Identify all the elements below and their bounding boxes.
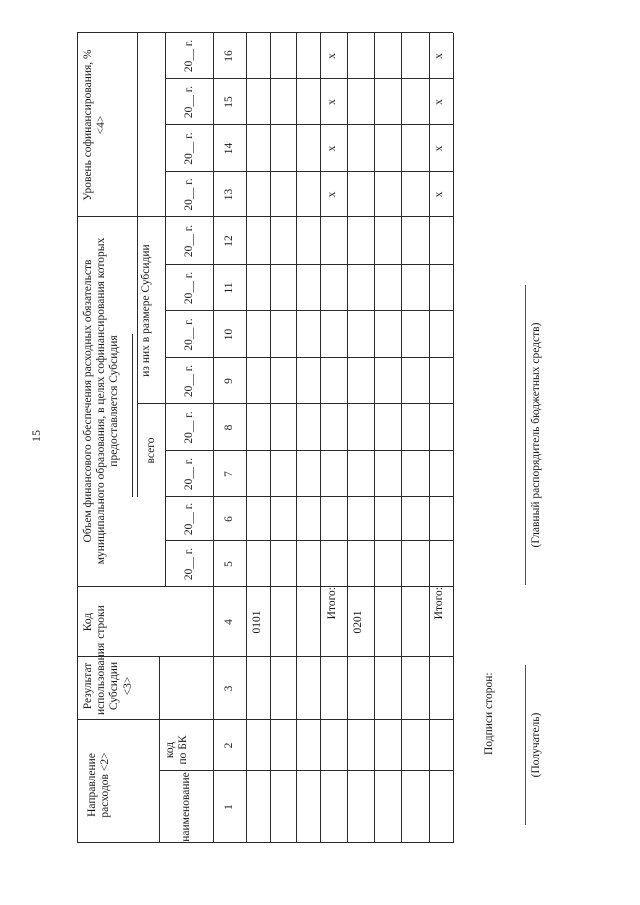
col-num-10: 10: [223, 328, 235, 341]
col-num-2: 2: [223, 742, 235, 749]
signatures-title: Подписи сторон:: [483, 672, 495, 755]
x-cell-r1-16: x: [326, 53, 338, 59]
header-cofinancing: Уровень софинансирования, % <4>: [82, 49, 108, 201]
x-cell-r1-15: x: [326, 99, 338, 105]
year-col-14: 20__ г.: [183, 132, 195, 165]
year-col-8: 20__ г.: [183, 411, 195, 444]
distributor-label: (Главный распорядитель бюджетных средств): [530, 322, 542, 548]
line-code-0101: 0101: [251, 610, 263, 634]
year-col-9: 20__ г.: [183, 364, 195, 398]
col-num-6: 6: [223, 516, 235, 522]
header-bk-code: код по БК: [164, 735, 190, 765]
header-line-code: Код строки: [82, 605, 108, 639]
header-subsidy-part: из них в размере Субсидии: [140, 244, 152, 377]
x-cell-r2-13: x: [433, 191, 445, 198]
x-cell-r2-15: x: [433, 99, 445, 105]
col-num-4: 4: [223, 619, 235, 625]
col-num-11: 11: [223, 282, 235, 294]
col-num-5: 5: [223, 561, 235, 567]
recipient-label: (Получатель): [530, 712, 542, 778]
distributor-sign-line: [525, 285, 526, 585]
year-col-5: 20__ г.: [183, 547, 195, 581]
header-name: наименование: [180, 772, 192, 842]
x-cell-r2-16: x: [433, 53, 445, 59]
itogo-row-1: Итого:: [326, 587, 338, 620]
col-num-16: 16: [223, 50, 235, 62]
year-col-7: 20__ г.: [183, 457, 195, 491]
col-num-1: 1: [223, 804, 235, 810]
col-num-3: 3: [223, 685, 235, 692]
col-num-13: 13: [223, 188, 235, 201]
header-result: Результат использования Субсидии <3>: [82, 642, 134, 715]
year-col-12: 20__ г.: [183, 224, 195, 258]
header-direction: Направление расходов <2>: [86, 752, 112, 818]
col-num-15: 15: [223, 96, 235, 108]
col-num-14: 14: [223, 142, 235, 155]
year-col-16: 20__ г.: [183, 39, 195, 73]
header-volume: Объем финансового обеспечения расходных обязательств муниципального образования, в целях софинансирования которых предоставляется Субсидия: [82, 237, 121, 565]
year-col-15: 20__ г.: [183, 85, 195, 119]
col-num-12: 12: [223, 235, 235, 247]
col-num-7: 7: [223, 471, 235, 477]
itogo-row-2: Итого:: [433, 587, 445, 620]
year-col-6: 20__ г.: [183, 502, 195, 536]
col-num-9: 9: [223, 378, 235, 384]
year-col-13: 20__ г.: [183, 178, 195, 211]
line-code-0201: 0201: [352, 610, 364, 634]
x-cell-r1-14: x: [326, 145, 338, 152]
recipient-sign-line: [525, 665, 526, 825]
year-col-11: 20__ г.: [183, 271, 195, 305]
header-total: всего: [145, 437, 157, 464]
x-cell-r1-13: x: [326, 191, 338, 198]
page-number: 15: [29, 430, 43, 442]
col-num-8: 8: [223, 424, 235, 431]
x-cell-r2-14: x: [433, 145, 445, 152]
year-col-10: 20__ г.: [183, 318, 195, 351]
